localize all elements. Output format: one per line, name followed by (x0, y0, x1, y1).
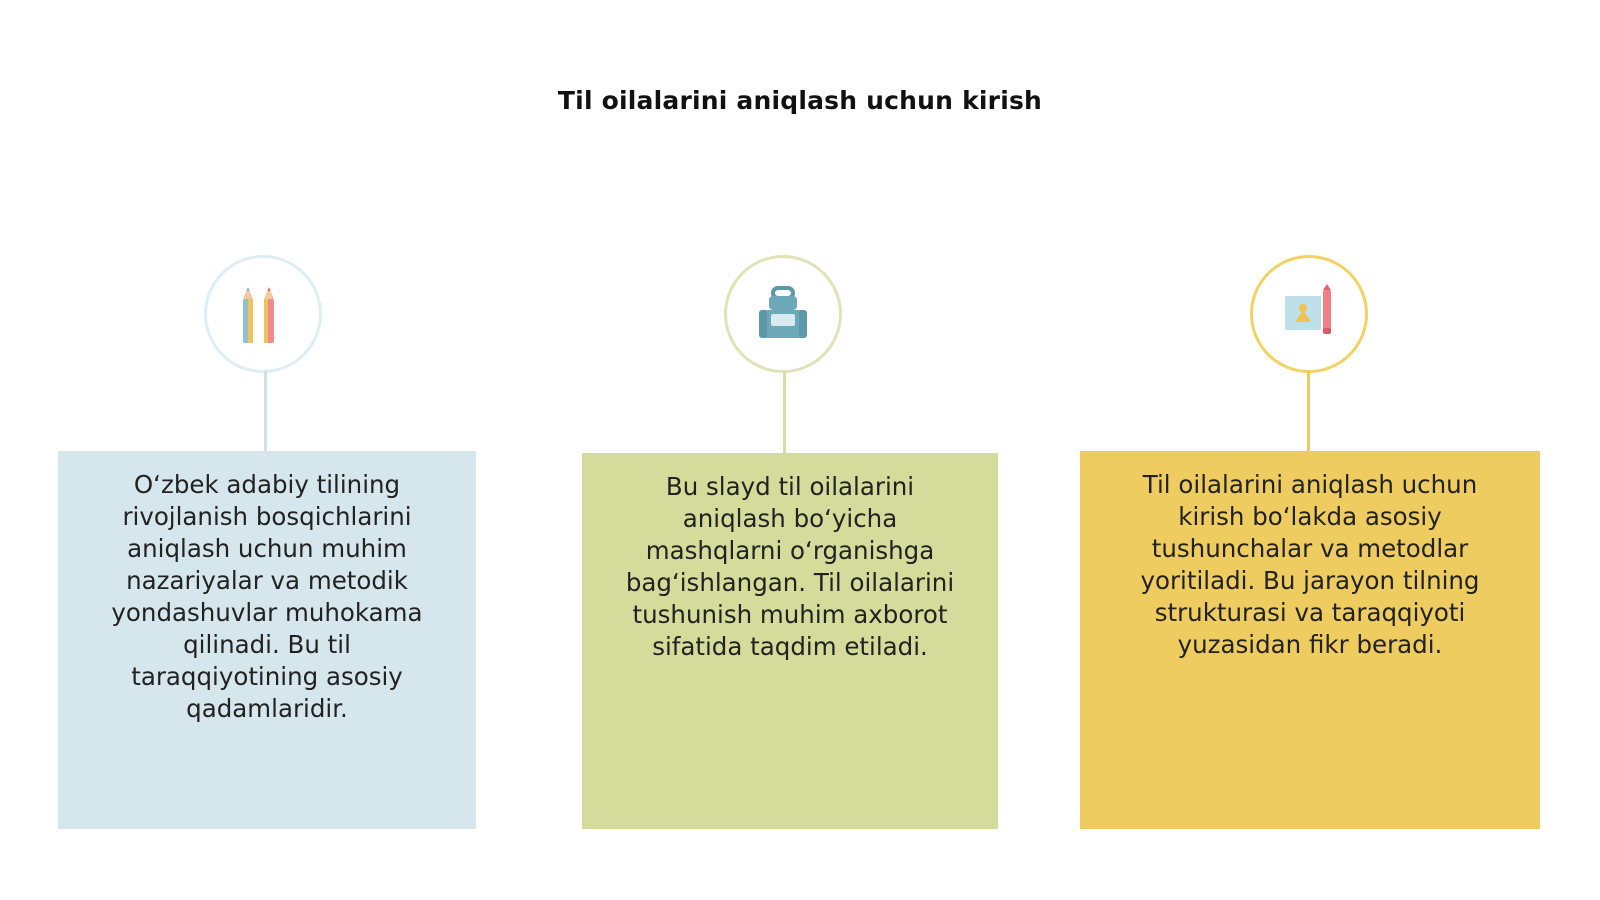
info-card-1: O‘zbek adabiy tilining rivojlanish bosqichlarini aniqlash uchun muhim nazariyalar va metodik yondashuvlar muhokama qilinadi. Bu til taraqqiyotining asosiy qadamlaridir. (58, 451, 476, 829)
picture-and-pencil-icon (1277, 282, 1341, 346)
info-card-3: Til oilalarini aniqlash uchun kirish bo‘lakda asosiy tushunchalar va metodlar yoritiladi. Bu jarayon tilning strukturasi va taraqqiyoti yuzasidan fikr beradi. (1080, 451, 1540, 829)
slide-title: Til oilalarini aniqlash uchun kirish (557, 86, 1043, 115)
icon-circle-2 (724, 255, 842, 373)
info-card-2: Bu slayd til oilalarini aniqlash bo‘yicha mashqlarni o‘rganishga bag‘ishlangan. Til oilalarini tushunish muhim axborot sifatida taqdim etiladi. (582, 453, 998, 829)
backpack-icon (751, 282, 815, 346)
connector-line-2 (783, 371, 786, 453)
icon-circle-1 (204, 255, 322, 373)
connector-line-3 (1307, 371, 1310, 451)
connector-line-1 (264, 371, 267, 451)
icon-circle-3 (1250, 255, 1368, 373)
pencils-icon (233, 279, 293, 349)
